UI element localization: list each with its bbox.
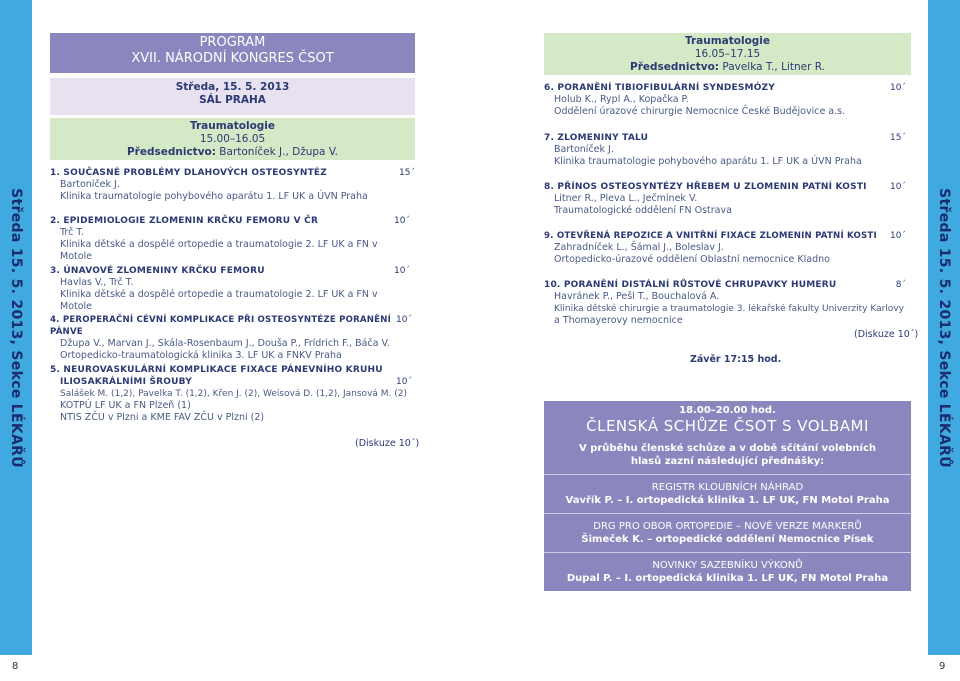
lecture-1-institution: Klinika traumatologie pohybového aparátu 1. LF UK a ÚVN Praha <box>60 191 368 202</box>
talk-1-title: REGISTR KLOUBNÍCH NÁHRAD <box>651 482 804 493</box>
page-number-left: 8 <box>12 661 19 672</box>
lecture-3-authors: Havlas V., Trč T. <box>60 277 134 288</box>
lecture-3-duration: 10´ <box>394 266 410 276</box>
talk-1-speaker: Vavřík P. – I. ortopedická klinika 1. LF UK, FN Motol Praha <box>565 495 890 506</box>
meeting-title: ČLENSKÁ SCHŮZE ČSOT S VOLBAMI <box>586 417 869 435</box>
lecture-3 <box>50 265 410 313</box>
meeting-divider-2 <box>544 513 911 514</box>
session2-time: 16.05–17.15 <box>694 48 761 60</box>
lecture-7 <box>544 132 906 168</box>
lecture-2-authors: Trč T. <box>60 227 85 238</box>
lecture-5-duration: 10´ <box>396 377 412 387</box>
lecture-1-title: 1. SOUČASNÉ PROBLÉMY DLAHOVÝCH OSTEOSYNTÉZ <box>50 168 328 178</box>
right-discussion: (Diskuze 10´) <box>854 329 919 340</box>
talk-2-speaker: Šimeček K. – ortopedické oddělení Nemocnice Písek <box>581 534 874 545</box>
lecture-2-institution: Klinika dětské a dospělé ortopedie a traumatologie 2. LF UK a FN v Motole <box>60 239 378 262</box>
day-date: Středa, 15. 5. 2013 <box>175 81 290 93</box>
right-sidebar <box>928 0 960 655</box>
session1-chair: Bartoníček J., Džupa V. <box>215 146 338 158</box>
lecture-4 <box>50 314 412 362</box>
lecture-5-institution: KOTPÚ LF UK a FN Plzeň (1) <box>60 400 191 411</box>
lecture-7-title: 7. ZLOMENINY TALU <box>544 133 649 143</box>
lecture-6-duration: 10´ <box>890 83 906 93</box>
lecture-9-duration: 10´ <box>890 231 906 241</box>
meeting-divider-1 <box>544 474 911 475</box>
talk-2-title: DRG PRO OBOR ORTOPEDIE – NOVÉ VERZE MARKERŮ <box>593 521 862 532</box>
congress-title: XVII. NÁRODNÍ KONGRES ČSOT <box>131 51 334 66</box>
day-header <box>50 78 415 115</box>
talk-3-speaker: Dupal P. – I. ortopedická klinika 1. LF UK, FN Motol Praha <box>566 573 889 584</box>
right-sidebar-text: Středa 15. 5. 2013, Sekce LÉKAŘŮ <box>936 187 952 468</box>
lecture-6-title: 6. PORANĚNÍ TIBIOFIBULÁRNÍ SYNDESMÓZY <box>544 83 775 93</box>
lecture-4-institution: Ortopedicko-traumatologická klinika 3. LF UK a FNKV Praha <box>60 350 342 361</box>
meeting-desc-2: hlasů zazní následující přednášky: <box>630 456 825 467</box>
page-number-right: 9 <box>939 661 946 672</box>
lecture-6 <box>544 82 906 118</box>
lecture-9-institution: Ortopedicko-úrazové oddělení Oblastní nemocnice Kladno <box>554 254 830 265</box>
lecture-7-duration: 15´ <box>890 133 906 143</box>
lecture-6-authors: Holub K., Rypl A., Kopačka P. <box>554 94 689 105</box>
lecture-2-title: 2. EPIDEMIOLOGIE ZLOMENIN KRČKU FEMORU V ČR <box>50 216 319 226</box>
program-title: PROGRAM <box>199 35 266 50</box>
session2-chair-label: Předsednictvo: <box>630 61 719 73</box>
session1-name: Traumatologie <box>189 120 276 132</box>
lecture-5-title-cont: ILIOSAKRÁLNÍMI ŠROUBY <box>60 377 192 387</box>
talk-3-title: NOVINKY SAZEBNÍKU VÝKONŮ <box>652 560 803 571</box>
left-sidebar-text: Středa 15. 5. 2013, Sekce LÉKAŘŮ <box>8 187 24 468</box>
lecture-10-institution-2: a Thomayerovy nemocnice <box>554 315 683 326</box>
lecture-1 <box>50 167 415 203</box>
lecture-1-authors: Bartoníček J. <box>60 179 120 190</box>
lecture-7-institution: Klinika traumatologie pohybového aparátu 1. LF UK a ÚVN Praha <box>554 156 862 167</box>
lecture-5-institution-2: NTIS ZČU v Plzni a KME FAV ZČU v Plzni (2) <box>60 412 265 423</box>
lecture-9-authors: Zahradníček L., Šámal J., Boleslav J. <box>554 242 724 253</box>
session1-chair-label: Předsednictvo: <box>126 146 216 158</box>
lecture-10-institution: Klinika dětské chirurgie a traumatologie 3. lékařské fakulty Univerzity Karlovy <box>554 304 904 314</box>
session2-header <box>544 33 911 75</box>
lecture-8-institution: Traumatologické oddělení FN Ostrava <box>554 205 732 216</box>
lecture-8-title: 8. PŘÍNOS OSTEOSYNTÉZY HŘEBEM U ZLOMENIN PATNÍ KOSTI <box>544 182 867 192</box>
lecture-10 <box>544 279 906 327</box>
hall-name: SÁL PRAHA <box>199 94 266 106</box>
session1-time: 15.00–16.05 <box>199 133 266 145</box>
lecture-8-duration: 10´ <box>890 182 906 192</box>
lecture-10-title: 10. PORANĚNÍ DISTÁLNÍ RŮSTOVÉ CHRUPAVKY HUMERU <box>544 280 837 290</box>
lecture-4-authors: Džupa V., Marvan J., Skála-Rosenbaum J., Douša P., Frídrich F., Báča V. <box>60 338 390 349</box>
lecture-9 <box>544 230 906 266</box>
left-discussion: (Diskuze 10´) <box>355 438 420 449</box>
program-header <box>50 33 415 73</box>
lecture-10-duration: 8´ <box>895 280 906 290</box>
left-sidebar <box>0 0 32 655</box>
session2-name: Traumatologie <box>684 35 771 47</box>
lecture-5 <box>50 364 412 424</box>
lecture-5-title: 5. NEUROVASKULÁRNÍ KOMPLIKACE FIXACE PÁNEVNÍHO KRUHU <box>50 365 383 375</box>
meeting-desc-1: V průběhu členské schůze a v době sčítání volebních <box>578 443 877 454</box>
lecture-8-authors: Litner R., Pleva L., Ječmínek V. <box>554 193 698 204</box>
lecture-3-title: 3. ÚNAVOVÉ ZLOMENINY KRČKU FEMORU <box>50 266 265 276</box>
lecture-5-authors: Salášek M. (1,2), Pavelka T. (1,2), Křen J. (2), Weisová D. (1,2), Jansová M. (2) <box>60 389 408 399</box>
session1-chair-line <box>50 146 415 159</box>
lecture-9-title: 9. OTEVŘENÁ REPOZICE A VNITŘNÍ FIXACE ZLOMENIN PATNÍ KOSTI <box>544 231 877 241</box>
lecture-7-authors: Bartoníček J. <box>554 144 614 155</box>
lecture-4-title: 4. PEROPERAČNÍ CÉVNÍ KOMPLIKACE PŘI OSTEOSYNTÉZE PORANĚNÍ PÁNVE <box>50 315 392 337</box>
lecture-3-institution: Klinika dětské a dospělé ortopedie a traumatologie 2. LF UK a FN v Motole <box>60 289 378 312</box>
session2-chair: Pavelka T., Litner R. <box>719 61 825 73</box>
lecture-10-authors: Havránek P., Pešl T., Bouchalová A. <box>554 291 720 302</box>
session-end: Závěr 17:15 hod. <box>690 354 782 365</box>
lecture-1-duration: 15´ <box>399 168 415 178</box>
members-meeting-box <box>544 401 911 591</box>
meeting-time: 18.00–20.00 hod. <box>679 405 776 416</box>
lecture-2 <box>50 215 410 263</box>
lecture-4-duration: 10´ <box>396 315 412 325</box>
session2-chair-line <box>544 61 911 74</box>
meeting-divider-3 <box>544 552 911 553</box>
lecture-2-duration: 10´ <box>394 216 410 226</box>
lecture-8 <box>544 181 906 217</box>
lecture-6-institution: Oddělení úrazové chirurgie Nemocnice České Budějovice a.s. <box>554 106 846 117</box>
session1-header <box>50 118 415 160</box>
